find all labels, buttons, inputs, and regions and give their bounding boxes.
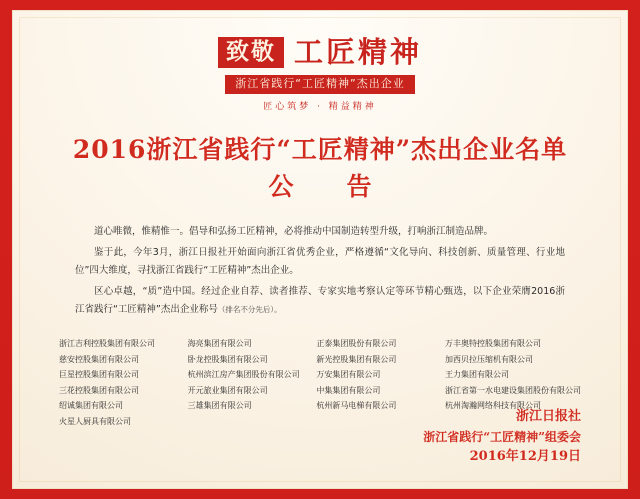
list-item: 浙江省第一水电建设集团股份有限公司 xyxy=(445,385,582,395)
body-paragraph-1: 道心唯微，惟精惟一。倡导和弘扬工匠精神，必将推动中国制造转型升级，打响浙江制造品牌。 xyxy=(94,226,494,238)
poster-paper xyxy=(12,10,628,489)
company-column-3 xyxy=(316,336,435,430)
list-item: 三花控股集团有限公司 xyxy=(59,385,139,395)
list-item: 浙江吉利控股集团有限公司 xyxy=(59,338,155,348)
signature-publisher: 浙江日报社 xyxy=(515,409,581,425)
logo-subtitle: 浙江省践行“工匠精神”杰出企业 xyxy=(225,75,414,94)
company-column-2 xyxy=(188,336,307,430)
list-item: 杭州淘瀚网络科技有限公司 xyxy=(445,401,542,411)
list-item: 杭州滨江房产集团股份有限公司 xyxy=(187,370,300,380)
body-paragraph-3-text: 区心卓越，“质”造中国。经过企业自荐、读者推荐、专家实地考察认定等环节精心甄选，以下企业荣膺2016浙江省践行“工匠精神”杰出企业称号 xyxy=(75,285,565,316)
page-title: 2016浙江省践行“工匠精神”杰出企业名单 xyxy=(72,135,568,165)
list-item: 正泰集团股份有限公司 xyxy=(316,338,397,348)
header-logo-block xyxy=(13,11,627,112)
body-paragraph-3-note: （排名不分先后）。 xyxy=(217,305,282,315)
signature-date: 2016年12月19日 xyxy=(469,449,581,465)
logo-main-text: 工匠精神 xyxy=(293,35,422,69)
page-title-second-line: 公 告 xyxy=(268,172,386,202)
list-item: 火星人厨具有限公司 xyxy=(59,416,131,426)
logo-row xyxy=(218,37,422,68)
body-paragraph-3 xyxy=(75,283,565,320)
list-item: 海亮集团有限公司 xyxy=(187,338,252,348)
list-item: 三雄集团有限公司 xyxy=(187,401,252,411)
list-item: 卧龙控股集团有限公司 xyxy=(187,354,268,364)
body-paragraph-2: 鉴于此，今年3月，浙江日报社开始面向浙江省优秀企业，严格遵循“文化导向、科技创新、质量管理、行业地位”四大维度，寻找浙江省践行“工匠精神”杰出企业。 xyxy=(75,246,565,277)
list-item: 中集集团有限公司 xyxy=(316,385,381,395)
list-item: 慈安控股集团有限公司 xyxy=(59,354,139,364)
list-item: 绍诚集团有限公司 xyxy=(59,401,123,411)
signature-block xyxy=(423,407,581,468)
list-item: 巨星控股集团有限公司 xyxy=(59,370,139,380)
logo-tagline: 匠心筑梦 · 精益精神 xyxy=(263,102,377,113)
announcement-body xyxy=(75,223,565,320)
list-item: 万安集团有限公司 xyxy=(316,370,381,380)
list-item: 新光控股集团有限公司 xyxy=(316,354,397,364)
list-item: 王力集团有限公司 xyxy=(445,370,510,380)
signature-committee: 浙江省践行“工匠精神”组委会 xyxy=(423,430,581,445)
list-item: 开元旅业集团有限公司 xyxy=(187,385,268,395)
list-item: 万丰奥特控股集团有限公司 xyxy=(445,338,542,348)
company-column-1 xyxy=(59,336,178,430)
logo-badge: 致敬 xyxy=(218,37,284,68)
list-item: 杭州新马电梯有限公司 xyxy=(316,401,397,411)
list-item: 加西贝拉压缩机有限公司 xyxy=(445,354,534,364)
